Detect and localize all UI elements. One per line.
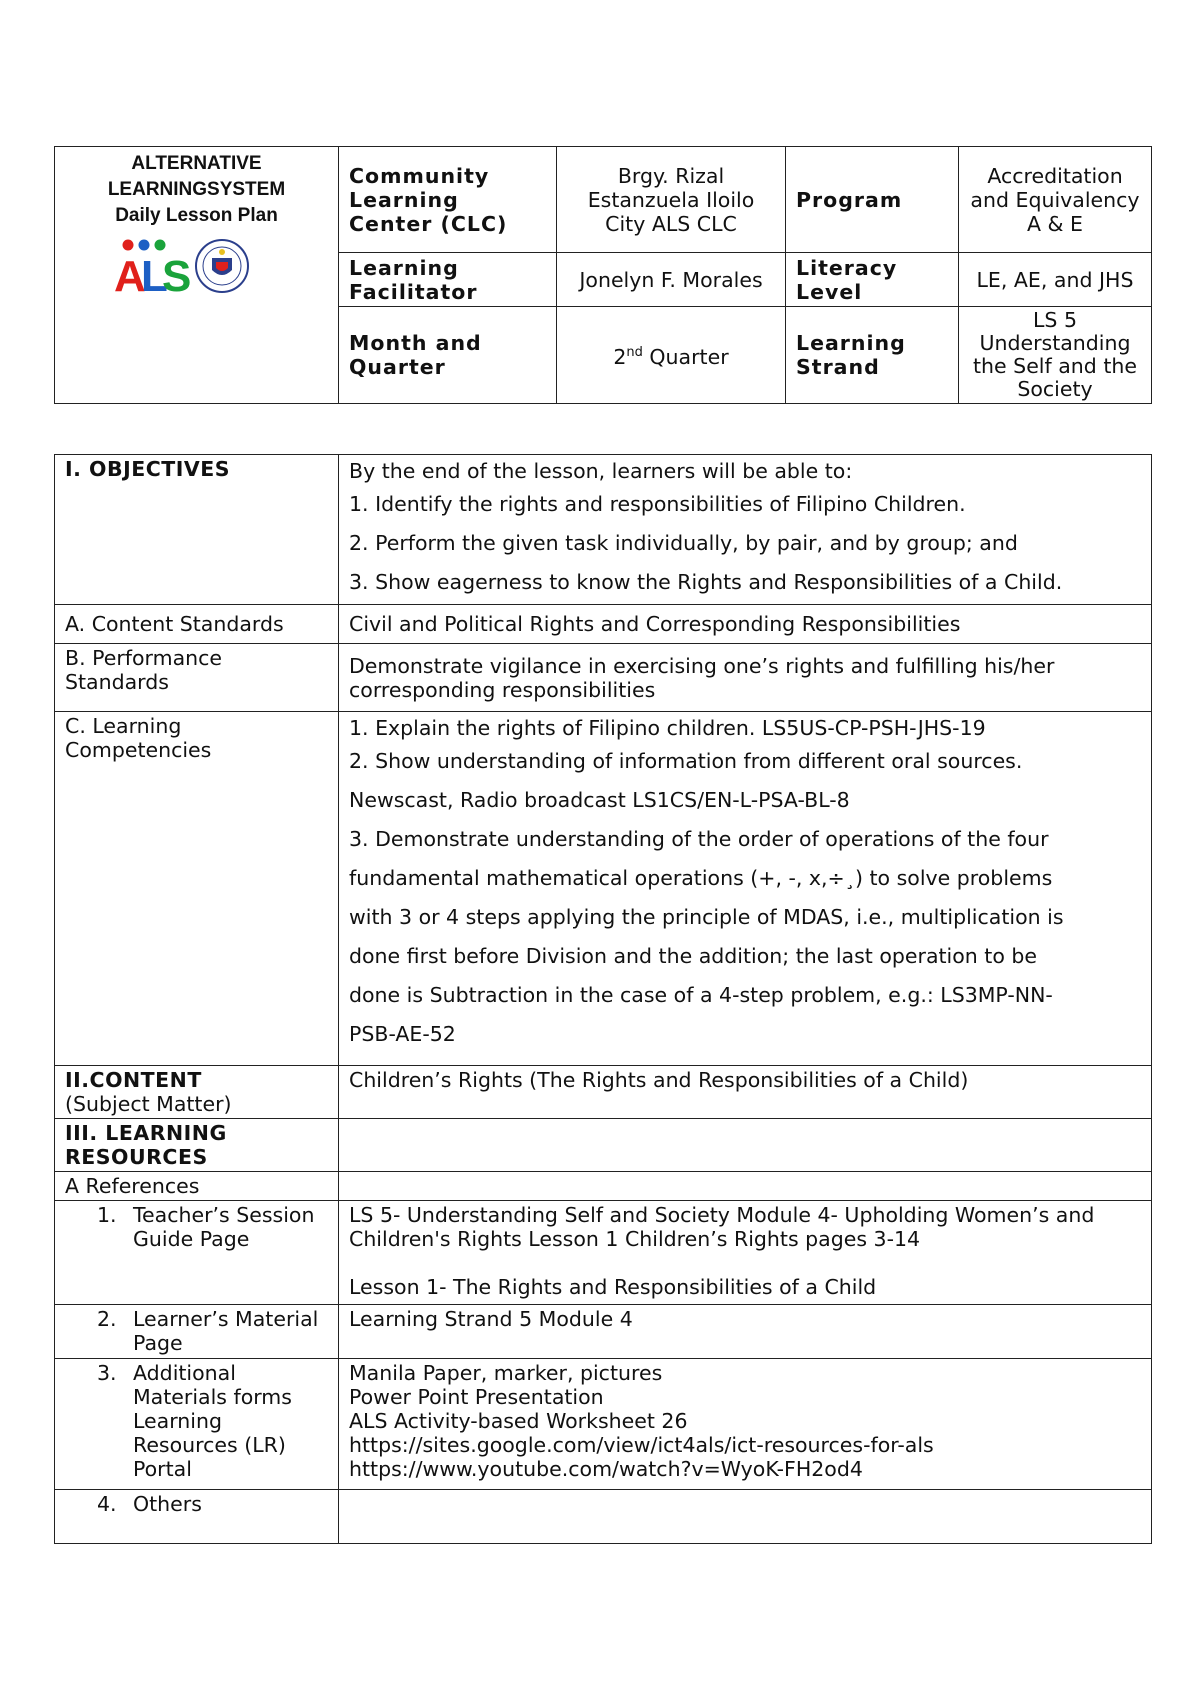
quarter-word: Quarter <box>642 344 729 369</box>
brand-cell <box>55 147 339 404</box>
strand-value: LS 5 Understanding the Self and the Society <box>959 307 1152 404</box>
reference-line: LS 5- Understanding Self and Society Module 4- Upholding Women’s and Children's Rights Lesson 1 Children’s Rights pages 3-14 <box>349 1203 1095 1251</box>
reference-item-value <box>339 1359 1152 1490</box>
competency-line: Newscast, Radio broadcast LS1CS/EN-L-PSA-BL-8 <box>349 788 850 812</box>
content-sublabel: (Subject Matter) <box>65 1092 232 1116</box>
svg-text:S: S <box>161 252 191 301</box>
objectives-label: I. OBJECTIVES <box>55 455 339 605</box>
quarter-number: 2 <box>613 344 627 369</box>
reference-number: 4. <box>97 1492 117 1516</box>
reference-number: 1. <box>97 1203 117 1227</box>
resources-label: III. LEARNING RESOURCES <box>55 1119 339 1172</box>
reference-item-value <box>339 1490 1152 1544</box>
month-label: Month and Quarter <box>339 307 557 404</box>
reference-line <box>349 1251 1141 1275</box>
reference-link[interactable]: https://sites.google.com/view/ict4als/ict-resources-for-als <box>349 1433 934 1457</box>
facilitator-value: Jonelyn F. Morales <box>557 253 786 307</box>
svg-text:A: A <box>113 252 146 301</box>
literacy-label: Literacy Level <box>786 253 959 307</box>
references-empty <box>339 1172 1152 1201</box>
lesson-table <box>54 454 1152 1544</box>
performance-standards-value: Demonstrate vigilance in exercising one’s rights and fulfilling his/her corresponding responsibilities <box>339 644 1152 712</box>
quarter-suffix: nd <box>626 345 643 361</box>
objectives-cell <box>339 455 1152 605</box>
competency-line: 2. Show understanding of information from different oral sources. <box>349 749 1023 773</box>
competencies-label: C. Learning Competencies <box>55 712 339 1066</box>
reference-title: Learner’s Material Page <box>133 1307 319 1355</box>
reference-item-label <box>55 1305 339 1359</box>
clc-value: Brgy. Rizal Estanzuela Iloilo City ALS CLC <box>557 147 786 253</box>
reference-number: 3. <box>97 1361 117 1385</box>
content-standards-label: A. Content Standards <box>55 605 339 644</box>
resources-empty <box>339 1119 1152 1172</box>
references-label: A References <box>55 1172 339 1201</box>
reference-line: Power Point Presentation <box>349 1385 604 1409</box>
facilitator-label: Learning Facilitator <box>339 253 557 307</box>
objective-item: 1. Identify the rights and responsibilities of Filipino Children. <box>349 492 966 516</box>
reference-line: ALS Activity-based Worksheet 26 <box>349 1409 688 1433</box>
reference-line: Manila Paper, marker, pictures <box>349 1361 663 1385</box>
brand-title: ALTERNATIVE LEARNINGSYSTEM <box>107 153 286 200</box>
reference-item-value: Learning Strand 5 Module 4 <box>339 1305 1152 1359</box>
program-value: Accreditation and Equivalency A & E <box>959 147 1152 253</box>
competency-line: fundamental mathematical operations (+, -, x,÷¸) to solve problems <box>349 866 1053 890</box>
content-value: Children’s Rights (The Rights and Responsibilities of a Child) <box>339 1066 1152 1119</box>
quarter-value <box>557 307 786 404</box>
reference-item-label <box>55 1359 339 1490</box>
strand-label: Learning Strand <box>786 307 959 404</box>
header-table <box>54 146 1152 404</box>
objective-item: 2. Perform the given task individually, by pair, and by group; and <box>349 531 1018 555</box>
competencies-cell <box>339 712 1152 1066</box>
reference-link[interactable]: https://www.youtube.com/watch?v=WyoK-FH2od4 <box>349 1457 863 1481</box>
program-label: Program <box>786 147 959 253</box>
als-logo <box>113 237 191 301</box>
content-standards-value: Civil and Political Rights and Corresponding Responsibilities <box>339 605 1152 644</box>
competency-line: done first before Division and the addition; the last operation to be <box>349 944 1038 968</box>
deped-seal-icon <box>194 238 250 294</box>
svg-text:L: L <box>140 252 168 301</box>
content-label: II.CONTENT <box>65 1068 202 1092</box>
performance-standards-label: B. Performance Standards <box>55 644 339 712</box>
reference-item-label <box>55 1201 339 1305</box>
reference-title: Others <box>133 1492 202 1516</box>
brand-subtitle: Daily Lesson Plan <box>115 205 278 226</box>
competency-line: PSB-AE-52 <box>349 1022 456 1046</box>
competency-line: 1. Explain the rights of Filipino children. LS5US-CP-PSH-JHS-19 <box>349 716 986 740</box>
content-label-cell <box>55 1066 339 1119</box>
objectives-intro: By the end of the lesson, learners will be able to: <box>349 459 853 483</box>
clc-label: Community Learning Center (CLC) <box>339 147 557 253</box>
reference-number: 2. <box>97 1307 117 1331</box>
reference-item-value <box>339 1201 1152 1305</box>
competency-line: with 3 or 4 steps applying the principle of MDAS, i.e., multiplication is <box>349 905 1064 929</box>
reference-title: Additional Materials forms Learning Resources (LR) Portal <box>133 1361 292 1481</box>
reference-line: Lesson 1- The Rights and Responsibilities of a Child <box>349 1275 877 1299</box>
reference-title: Teacher’s Session Guide Page <box>133 1203 315 1251</box>
competency-line: 3. Demonstrate understanding of the order of operations of the four <box>349 827 1049 851</box>
competency-line: done is Subtraction in the case of a 4-step problem, e.g.: LS3MP-NN- <box>349 983 1053 1007</box>
objective-item: 3. Show eagerness to know the Rights and Responsibilities of a Child. <box>349 570 1063 594</box>
literacy-value: LE, AE, and JHS <box>959 253 1152 307</box>
logos <box>65 237 298 301</box>
reference-item-label <box>55 1490 339 1544</box>
